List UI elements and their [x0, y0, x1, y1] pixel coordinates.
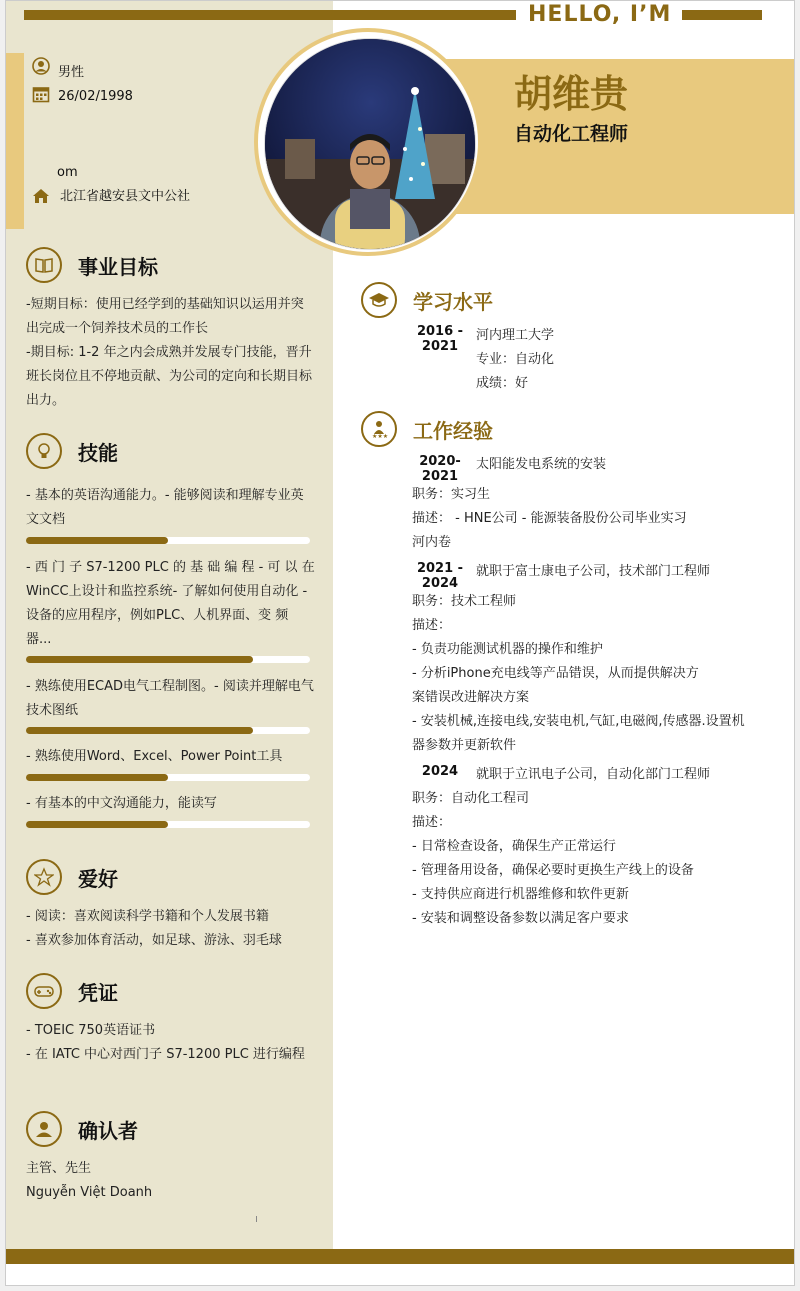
gamepad-icon — [26, 973, 62, 1009]
skill-bar — [26, 774, 310, 781]
skill-bar — [26, 537, 310, 544]
resume-page — [5, 0, 795, 1286]
job-line: 职务：实习生 — [412, 487, 491, 502]
cert-line: - TOEIC 750英语证书 — [26, 1023, 156, 1038]
job-line: 案错误改进解决方案 — [412, 690, 530, 705]
job-line: - 日常检查设备，确保生产正常运行 — [412, 839, 616, 854]
work-title: 工作经验 — [413, 418, 493, 443]
skill-bar-fill — [26, 774, 168, 781]
skill-item: - 有基本的中文沟通能力，能读写 — [26, 796, 217, 811]
skill-item: - 基本的英语沟通能力。- 能够阅读和理解专业英文文档 — [26, 488, 304, 527]
certs-heading — [26, 973, 118, 1009]
hobbies-heading — [26, 859, 118, 895]
skill-bar-fill — [26, 537, 168, 544]
career-long-term: -期目标: 1-2 年之内会成熟并发展专门技能，晋升班长岗位且不停地贡献、为公司的定向和长期目标出力。 — [26, 345, 313, 408]
skill-bar-fill — [26, 727, 253, 734]
lightbulb-icon — [26, 433, 62, 469]
skill-item: - 熟练使用Word、Excel、Power Point工具 — [26, 749, 283, 764]
job-years — [415, 561, 465, 591]
job-line: 描述： — [412, 815, 452, 830]
job-line: - 支持供应商进行机器维修和软件更新 — [412, 887, 629, 902]
award-icon — [26, 859, 62, 895]
year-start: 2020- — [419, 454, 461, 469]
job-line: - 分析iPhone充电线等产品错误，从而提供解决方 — [412, 666, 699, 681]
referee-title: 确认者 — [78, 1118, 138, 1143]
profile-photo — [264, 38, 476, 250]
job-headline: 就职于富士康电子公司，技术部门工程师 — [476, 564, 711, 579]
certs-text — [26, 1019, 316, 1067]
bottom-bar — [6, 1249, 795, 1264]
birthdate-text: 26/02/1998 — [58, 89, 133, 104]
certs-title: 凭证 — [78, 980, 118, 1005]
book-icon — [26, 247, 62, 283]
gender-text: 男性 — [58, 65, 85, 80]
user-icon — [26, 1111, 62, 1147]
school-name: 河内理工大学 — [476, 328, 555, 343]
skill-bar — [26, 656, 310, 663]
graduation-cap-icon — [361, 282, 397, 318]
job-line: 器参数并更新软件 — [412, 738, 517, 753]
job-years — [415, 764, 465, 779]
hobbies-text — [26, 905, 326, 953]
sidebar-accent — [6, 53, 24, 229]
career-short-term: -短期目标：使用已经学到的基础知识以运用并突出完成一个饲养技术员的工作长 — [26, 297, 304, 336]
skills-heading — [26, 433, 118, 469]
education-title: 学习水平 — [413, 289, 493, 314]
skill-bar-fill — [26, 821, 168, 828]
divider-mark — [256, 1216, 257, 1222]
skills-title: 技能 — [78, 440, 118, 465]
cert-line: - 在 IATC 中心对西门子 S7-1200 PLC 进行编程 — [26, 1047, 305, 1062]
career-text — [26, 293, 316, 413]
job-line: 描述： - HNE公司 - 能源装备股份公司毕业实习 — [412, 511, 687, 526]
skill-bar — [26, 821, 310, 828]
job-line: - 安装机械,连接电线,安装电机,气缸,电磁阀,传感器.设置机 — [412, 714, 745, 729]
worker-icon — [361, 411, 397, 447]
job-line: 河内卷 — [412, 535, 452, 550]
hello-heading: HELLO, I’M — [528, 2, 672, 27]
hobby-line: - 喜欢参加体育活动，如足球、游泳、羽毛球 — [26, 933, 282, 948]
job-line: 描述： — [412, 618, 452, 633]
job-years — [415, 454, 465, 484]
career-title: 事业目标 — [78, 254, 158, 279]
year-start: 2016 - — [416, 324, 464, 339]
education-years — [415, 324, 465, 354]
hobby-line: - 阅读：喜欢阅读科学书籍和个人发展书籍 — [26, 909, 269, 924]
candidate-name: 胡维贵 — [514, 72, 629, 116]
job-line: 职务：技术工程师 — [412, 594, 517, 609]
job-line: - 安装和调整设备参数以满足客户要求 — [412, 911, 629, 926]
referee-heading — [26, 1111, 138, 1147]
home-icon — [32, 187, 50, 205]
referee-name: Nguyễn Việt Doanh — [26, 1185, 153, 1200]
person-icon — [32, 57, 50, 75]
svg-text:★★★: ★★★ — [372, 433, 389, 440]
address-row — [32, 187, 190, 207]
job-headline: 就职于立讯电子公司，自动化部门工程师 — [476, 767, 711, 782]
year-end: 2024 — [421, 576, 459, 591]
job-title: 自动化工程师 — [514, 123, 629, 145]
skill-item: - 西 门 子 S7-1200 PLC 的 基 础 编 程 - 可 以 在WinCC上设计和监控系统- 了解如何使用自动化 - 设备的应用程序，例如PLC、人机界面、变 频 器... — [26, 560, 315, 647]
skill-item: - 熟练使用ECAD电气工程制图。- 阅读并理解电气技术图纸 — [26, 679, 314, 718]
career-heading — [26, 247, 158, 283]
hobbies-title: 爱好 — [78, 866, 118, 891]
calendar-icon — [32, 85, 50, 103]
referee-text — [26, 1157, 316, 1205]
work-heading — [361, 411, 493, 447]
top-bar — [24, 10, 516, 20]
gender-row — [32, 57, 84, 80]
major: 专业：自动化 — [476, 352, 555, 367]
referee-role: 主管、先生 — [26, 1161, 92, 1176]
year-start: 2024 — [421, 764, 459, 779]
birthdate-row — [32, 85, 133, 104]
year-start: 2021 - — [416, 561, 464, 576]
job-line: 职务：自动化工程司 — [412, 791, 530, 806]
year-end: 2021 — [421, 339, 459, 354]
email-row — [57, 165, 78, 180]
skill-bar-fill — [26, 656, 253, 663]
year-end: 2021 — [421, 469, 459, 484]
job-line: - 负责功能测试机器的操作和维护 — [412, 642, 603, 657]
email-text: om — [57, 165, 78, 180]
top-bar-right — [682, 10, 762, 20]
address-text: 北江省越安县文中公社 — [60, 189, 191, 204]
job-line: - 管理备用设备，确保必要时更换生产线上的设备 — [412, 863, 694, 878]
education-heading — [361, 282, 493, 318]
job-headline: 太阳能发电系统的安装 — [476, 457, 607, 472]
grade: 成绩：好 — [476, 376, 529, 391]
skill-bar — [26, 727, 310, 734]
